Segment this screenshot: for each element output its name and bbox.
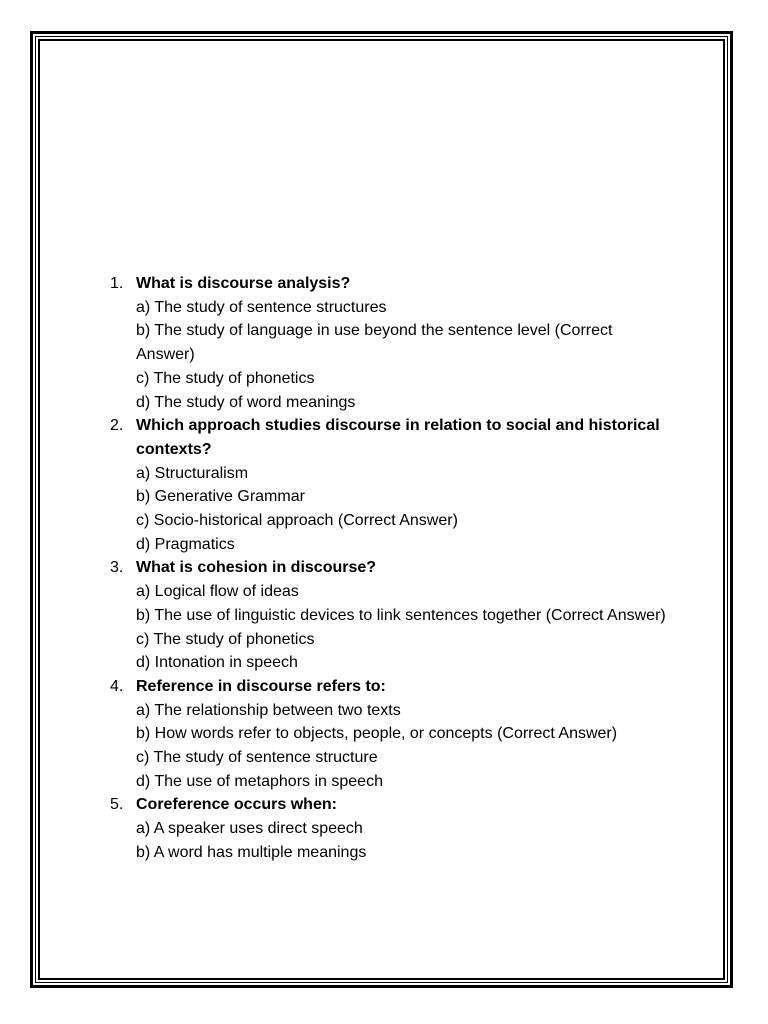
answer-option: d) The study of word meanings: [136, 393, 356, 411]
question-list: [110, 272, 670, 865]
question-text: Which approach studies discourse in relation to social and historical contexts?: [136, 417, 660, 458]
answer-option: d) Pragmatics: [136, 535, 235, 553]
answer-option: d) The use of metaphors in speech: [136, 772, 383, 790]
answer-option: a) A speaker uses direct speech: [136, 820, 363, 838]
question-item: [110, 793, 670, 864]
question-number: 1.: [110, 275, 124, 292]
answer-option: a) The relationship between two texts: [136, 701, 401, 719]
answer-option: c) Socio-historical approach (Correct Answer): [136, 512, 458, 530]
answer-option: a) Structuralism: [136, 464, 249, 482]
question-number: 4.: [110, 677, 124, 695]
question-text: Coreference occurs when:: [136, 796, 337, 814]
question-item: [110, 556, 670, 675]
question-item: [110, 675, 670, 794]
answer-option: a) Logical flow of ideas: [136, 583, 299, 601]
answer-option: b) The study of language in use beyond the sentence level (Correct Answer): [136, 322, 613, 364]
question-number: 3.: [110, 559, 124, 577]
answer-option: b) Generative Grammar: [136, 488, 305, 506]
question-text: What is discourse analysis?: [136, 275, 351, 292]
answer-option: b) The use of linguistic devices to link sentences together (Correct Answer): [136, 606, 666, 624]
question-number: 5.: [110, 796, 124, 814]
question-item: [110, 414, 670, 556]
answer-option: d) Intonation in speech: [136, 654, 298, 672]
answer-option: b) A word has multiple meanings: [136, 843, 367, 861]
question-number: 2.: [110, 417, 124, 435]
answer-option: a) The study of sentence structures: [136, 298, 387, 316]
answer-option: c) The study of phonetics: [136, 630, 315, 648]
answer-option: c) The study of phonetics: [136, 369, 315, 387]
answer-option: b) How words refer to objects, people, or concepts (Correct Answer): [136, 725, 618, 743]
question-text: Reference in discourse refers to:: [136, 677, 386, 695]
answer-option: c) The study of sentence structure: [136, 749, 378, 767]
question-text: What is cohesion in discourse?: [136, 559, 377, 577]
question-item: [110, 272, 670, 414]
